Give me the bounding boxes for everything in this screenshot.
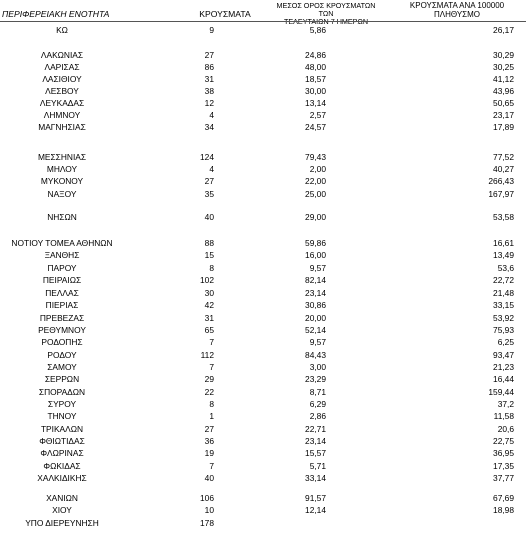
region-cell: ΜΗΛΟΥ — [46, 164, 78, 174]
cases-cell: 9 — [209, 25, 214, 35]
table-row — [0, 312, 526, 324]
region-cell: ΤΗΝΟΥ — [47, 411, 77, 421]
per100k-cell: 21,23 — [493, 362, 514, 372]
cases-cell: 124 — [200, 152, 214, 162]
cases-cell: 4 — [209, 110, 214, 120]
cases-cell: 36 — [204, 436, 214, 446]
avg7-cell: 30,86 — [305, 300, 326, 310]
region-cell: ΛΑΣΙΘΙΟΥ — [42, 74, 82, 84]
avg7-cell: 24,57 — [305, 122, 326, 132]
avg7-cell: 2,86 — [309, 411, 326, 421]
table-row — [0, 73, 526, 85]
region-cell: ΛΗΜΝΟΥ — [43, 110, 81, 120]
region-cell: ΣΑΜΟΥ — [47, 362, 77, 372]
cases-cell: 178 — [200, 518, 214, 528]
cases-cell: 34 — [204, 122, 214, 132]
cases-cell: 27 — [204, 176, 214, 186]
per100k-cell: 33,15 — [493, 300, 514, 310]
region-cell: ΠΕΛΛΑΣ — [45, 288, 79, 298]
table-row — [0, 121, 526, 133]
table-row — [0, 435, 526, 447]
avg7-cell: 8,71 — [309, 387, 326, 397]
per100k-cell: 16,61 — [493, 238, 514, 248]
table-row — [0, 85, 526, 97]
header-cases: ΚΡΟΥΣΜΑΤΑ — [199, 9, 251, 19]
avg7-cell: 82,14 — [305, 275, 326, 285]
region-cell: ΝΑΞΟΥ — [47, 189, 77, 199]
per100k-cell: 37,77 — [493, 473, 514, 483]
per100k-cell: 43,96 — [493, 86, 514, 96]
cases-cell: 29 — [204, 374, 214, 384]
per100k-cell: 22,75 — [493, 436, 514, 446]
cases-cell: 106 — [200, 493, 214, 503]
header-per100k-line1: ΚΡΟΥΣΜΑΤΑ ΑΝΑ 100000 — [409, 1, 505, 10]
table-row — [0, 492, 526, 504]
cases-cell: 31 — [204, 74, 214, 84]
table-row — [0, 151, 526, 163]
avg7-cell: 52,14 — [305, 325, 326, 335]
region-cell: ΜΑΓΝΗΣΙΑΣ — [38, 122, 86, 132]
region-cell: ΥΠΟ ΔΙΕΡΕΥΝΗΣΗ — [25, 518, 99, 528]
avg7-cell: 84,43 — [305, 350, 326, 360]
per100k-cell: 77,52 — [493, 152, 514, 162]
region-cell: ΧΑΝΙΩΝ — [46, 493, 78, 503]
cases-cell: 112 — [200, 350, 214, 360]
table-row — [0, 447, 526, 459]
per100k-cell: 20,6 — [497, 424, 514, 434]
table-row — [0, 398, 526, 410]
cases-cell: 31 — [204, 313, 214, 323]
region-cell: ΛΑΡΙΣΑΣ — [44, 62, 80, 72]
table-row — [0, 287, 526, 299]
avg7-cell: 24,86 — [305, 50, 326, 60]
region-cell: ΠΑΡΟΥ — [47, 263, 77, 273]
header-avg7-line1: ΜΕΣΟΣ ΟΡΟΣ ΚΡΟΥΣΜΑΤΩΝ ΤΩΝ — [276, 1, 376, 19]
cases-cell: 7 — [209, 362, 214, 372]
per100k-cell: 50,65 — [493, 98, 514, 108]
table-row — [0, 349, 526, 361]
table-row — [0, 373, 526, 385]
avg7-cell: 91,57 — [305, 493, 326, 503]
per100k-cell: 53,6 — [497, 263, 514, 273]
per100k-cell: 30,25 — [493, 62, 514, 72]
region-cell: ΜΥΚΟΝΟΥ — [40, 176, 84, 186]
region-cell: ΦΘΙΩΤΙΔΑΣ — [39, 436, 85, 446]
header-avg7 — [272, 2, 380, 27]
region-cell: ΡΕΘΥΜΝΟΥ — [38, 325, 86, 335]
avg7-cell: 23,29 — [305, 374, 326, 384]
per100k-cell: 37,2 — [497, 399, 514, 409]
table-row — [0, 324, 526, 336]
per100k-cell: 23,17 — [493, 110, 514, 120]
region-cell: ΠΙΕΡΙΑΣ — [45, 300, 79, 310]
per100k-cell: 22,72 — [493, 275, 514, 285]
header-region: ΠΕΡΙΦΕΡΕΙΑΚΗ ΕΝΟΤΗΤΑ — [2, 9, 110, 19]
per100k-cell: 67,69 — [493, 493, 514, 503]
table-row — [0, 472, 526, 484]
cases-cell: 30 — [204, 288, 214, 298]
cases-cell: 4 — [209, 164, 214, 174]
table-row — [0, 336, 526, 348]
table-row — [0, 274, 526, 286]
per100k-cell: 167,97 — [488, 189, 514, 199]
per100k-cell: 53,58 — [493, 212, 514, 222]
region-cell: ΧΑΛΚΙΔΙΚΗΣ — [37, 473, 87, 483]
avg7-cell: 22,71 — [305, 424, 326, 434]
cases-cell: 40 — [204, 473, 214, 483]
per100k-cell: 16,44 — [493, 374, 514, 384]
table-row — [0, 386, 526, 398]
cases-cell: 27 — [204, 50, 214, 60]
per100k-cell: 53,92 — [493, 313, 514, 323]
avg7-cell: 2,57 — [309, 110, 326, 120]
avg7-cell: 9,57 — [309, 337, 326, 347]
cases-cell: 12 — [204, 98, 214, 108]
region-cell: ΣΥΡΟΥ — [47, 399, 77, 409]
per100k-cell: 21,48 — [493, 288, 514, 298]
cases-cell: 86 — [204, 62, 214, 72]
avg7-cell: 79,43 — [305, 152, 326, 162]
region-cell: ΠΕΙΡΑΙΩΣ — [42, 275, 82, 285]
cases-cell: 102 — [200, 275, 214, 285]
per100k-cell: 11,58 — [493, 411, 514, 421]
table-row — [0, 188, 526, 200]
cases-cell: 19 — [204, 448, 214, 458]
header-per100k-line2: ΠΛΗΘΥΣΜΟ — [433, 10, 481, 19]
cases-cell: 7 — [209, 461, 214, 471]
table-row — [0, 175, 526, 187]
per100k-cell: 93,47 — [493, 350, 514, 360]
table-row — [0, 361, 526, 373]
region-cell: ΛΑΚΩΝΙΑΣ — [40, 50, 84, 60]
region-cell: ΡΟΔΟΠΗΣ — [41, 337, 83, 347]
region-cell: ΛΕΣΒΟΥ — [45, 86, 79, 96]
region-cell: ΦΛΩΡΙΝΑΣ — [40, 448, 84, 458]
table-row — [0, 299, 526, 311]
avg7-cell: 18,57 — [305, 74, 326, 84]
cases-cell: 8 — [209, 263, 214, 273]
header-per100k — [397, 1, 517, 19]
cases-cell: 38 — [204, 86, 214, 96]
region-cell: ΧΙΟΥ — [52, 505, 72, 515]
table-row — [0, 109, 526, 121]
region-cell: ΝΟΤΙΟΥ ΤΟΜΕΑ ΑΘΗΝΩΝ — [11, 238, 113, 248]
per100k-cell: 159,44 — [488, 387, 514, 397]
avg7-cell: 9,57 — [309, 263, 326, 273]
per100k-cell: 266,43 — [488, 176, 514, 186]
per100k-cell: 75,93 — [493, 325, 514, 335]
region-cell: ΦΩΚΙΔΑΣ — [43, 461, 81, 471]
table-row — [0, 211, 526, 223]
avg7-cell: 16,00 — [305, 250, 326, 260]
per100k-cell: 41,12 — [493, 74, 514, 84]
region-cell: ΚΩ — [56, 25, 68, 35]
table-row — [0, 61, 526, 73]
cases-cell: 65 — [204, 325, 214, 335]
cases-cell: 27 — [204, 424, 214, 434]
region-cell: ΡΟΔΟΥ — [47, 350, 77, 360]
cases-cell: 42 — [204, 300, 214, 310]
avg7-cell: 25,00 — [305, 189, 326, 199]
avg7-cell: 5,71 — [309, 461, 326, 471]
table-row — [0, 249, 526, 261]
per100k-cell: 17,35 — [493, 461, 514, 471]
region-cell: ΛΕΥΚΑΔΑΣ — [39, 98, 85, 108]
avg7-cell: 23,14 — [305, 436, 326, 446]
table-row — [0, 237, 526, 249]
cases-cell: 8 — [209, 399, 214, 409]
table-row — [0, 49, 526, 61]
cases-cell: 40 — [204, 212, 214, 222]
table-row — [0, 423, 526, 435]
region-cell: ΣΕΡΡΩΝ — [44, 374, 80, 384]
avg7-cell: 3,00 — [309, 362, 326, 372]
per100k-cell: 17,89 — [493, 122, 514, 132]
per100k-cell: 40,27 — [493, 164, 514, 174]
table-row — [0, 24, 526, 36]
avg7-cell: 48,00 — [305, 62, 326, 72]
avg7-cell: 30,00 — [305, 86, 326, 96]
avg7-cell: 59,86 — [305, 238, 326, 248]
cases-cell: 35 — [204, 189, 214, 199]
region-cell: ΤΡΙΚΑΛΩΝ — [40, 424, 84, 434]
avg7-cell: 15,57 — [305, 448, 326, 458]
avg7-cell: 23,14 — [305, 288, 326, 298]
region-cell: ΞΑΝΘΗΣ — [44, 250, 80, 260]
per100k-cell: 18,98 — [493, 505, 514, 515]
table-row — [0, 517, 526, 529]
avg7-cell: 12,14 — [305, 505, 326, 515]
region-cell: ΜΕΣΣΗΝΙΑΣ — [37, 152, 87, 162]
per100k-cell: 30,29 — [493, 50, 514, 60]
cases-cell: 15 — [204, 250, 214, 260]
per100k-cell: 6,25 — [497, 337, 514, 347]
cases-cell: 10 — [204, 505, 214, 515]
region-cell: ΝΗΣΩΝ — [47, 212, 77, 222]
table-row — [0, 410, 526, 422]
cases-cell: 88 — [204, 238, 214, 248]
per100k-cell: 36,95 — [493, 448, 514, 458]
region-cell: ΠΡΕΒΕΖΑΣ — [39, 313, 85, 323]
avg7-cell: 2,00 — [309, 164, 326, 174]
avg7-cell: 20,00 — [305, 313, 326, 323]
avg7-cell: 13,14 — [305, 98, 326, 108]
cases-cell: 1 — [209, 411, 214, 421]
table-row — [0, 262, 526, 274]
header-divider — [0, 21, 526, 22]
cases-cell: 7 — [209, 337, 214, 347]
avg7-cell: 6,29 — [309, 399, 326, 409]
per100k-cell: 26,17 — [493, 25, 514, 35]
avg7-cell: 22,00 — [305, 176, 326, 186]
table-row — [0, 163, 526, 175]
table-row — [0, 460, 526, 472]
avg7-cell: 33,14 — [305, 473, 326, 483]
table-row — [0, 504, 526, 516]
table-row — [0, 97, 526, 109]
avg7-cell: 29,00 — [305, 212, 326, 222]
per100k-cell: 13,49 — [493, 250, 514, 260]
cases-cell: 22 — [204, 387, 214, 397]
avg7-cell: 5,86 — [309, 25, 326, 35]
region-cell: ΣΠΟΡΑΔΩΝ — [38, 387, 86, 397]
